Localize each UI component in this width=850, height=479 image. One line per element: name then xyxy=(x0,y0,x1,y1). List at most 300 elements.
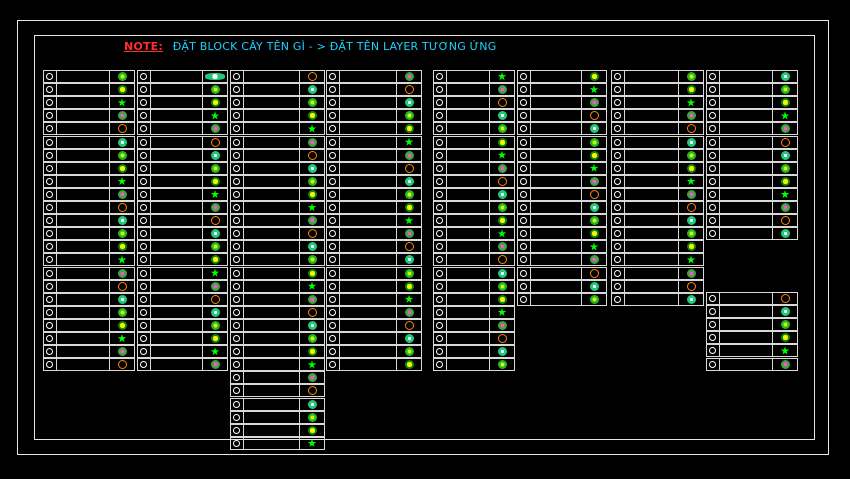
plant-symbol-cell xyxy=(679,202,703,213)
row-index-circle xyxy=(327,123,340,134)
legend-row xyxy=(230,358,325,371)
plant-block-icon xyxy=(308,111,317,120)
legend-row xyxy=(43,149,135,162)
plant-symbol-cell xyxy=(203,189,227,200)
legend-row xyxy=(43,345,135,358)
plant-symbol-cell xyxy=(397,268,421,279)
plant-symbol-cell xyxy=(110,110,134,121)
plant-symbol-cell xyxy=(679,268,703,279)
row-index-circle xyxy=(44,163,57,174)
row-index-circle xyxy=(231,123,244,134)
plant-block-icon xyxy=(498,111,507,120)
plant-name-cell xyxy=(447,176,490,187)
legend-row xyxy=(230,345,325,358)
plant-name-cell xyxy=(244,228,300,239)
legend-row xyxy=(137,149,228,162)
row-index-circle xyxy=(231,294,244,305)
plant-block-icon xyxy=(308,98,317,107)
legend-row xyxy=(433,162,515,175)
row-index-circle xyxy=(327,71,340,82)
plant-block-icon xyxy=(211,216,220,225)
plant-block-icon xyxy=(308,216,317,225)
plant-symbol-cell xyxy=(300,438,324,449)
plant-symbol-cell xyxy=(773,202,797,213)
row-index-circle xyxy=(44,359,57,370)
plant-symbol-cell xyxy=(110,97,134,108)
plant-symbol-cell xyxy=(397,228,421,239)
legend-row xyxy=(433,253,515,266)
plant-name-cell xyxy=(447,71,490,82)
plant-symbol-cell xyxy=(679,137,703,148)
plant-block-icon xyxy=(498,229,507,238)
legend-row xyxy=(326,149,422,162)
plant-block-icon xyxy=(308,151,317,160)
row-index-circle xyxy=(231,215,244,226)
plant-block-icon xyxy=(308,164,317,173)
plant-block-icon xyxy=(405,242,414,251)
plant-name-cell xyxy=(57,110,110,121)
legend-row xyxy=(230,267,325,280)
plant-symbol-cell xyxy=(490,294,514,305)
legend-row xyxy=(517,162,607,175)
plant-symbol-cell xyxy=(300,425,324,436)
plant-name-cell xyxy=(340,84,397,95)
legend-row xyxy=(137,332,228,345)
plant-name-cell xyxy=(244,254,300,265)
row-index-circle xyxy=(138,320,151,331)
plant-name-cell xyxy=(447,215,490,226)
legend-row xyxy=(706,305,798,318)
plant-name-cell xyxy=(244,438,300,449)
plant-block-icon xyxy=(118,203,127,212)
plant-symbol-cell xyxy=(110,268,134,279)
plant-symbol-cell xyxy=(679,163,703,174)
legend-row xyxy=(137,83,228,96)
legend-row xyxy=(230,319,325,332)
row-index-circle xyxy=(327,110,340,121)
plant-block-icon xyxy=(211,229,220,238)
legend-row xyxy=(137,293,228,306)
row-index-circle xyxy=(707,215,720,226)
plant-block-icon xyxy=(590,295,599,304)
plant-name-cell xyxy=(340,110,397,121)
plant-name-cell xyxy=(57,176,110,187)
plant-block-icon xyxy=(405,111,414,120)
plant-block-icon xyxy=(211,190,220,199)
plant-block-icon xyxy=(781,85,790,94)
plant-symbol-cell xyxy=(490,228,514,239)
plant-block-icon xyxy=(308,124,317,133)
row-index-circle xyxy=(138,215,151,226)
plant-name-cell xyxy=(447,110,490,121)
row-index-circle xyxy=(434,110,447,121)
plant-symbol-cell xyxy=(679,294,703,305)
row-index-circle xyxy=(44,307,57,318)
plant-symbol-cell xyxy=(203,97,227,108)
plant-name-cell xyxy=(244,281,300,292)
plant-symbol-cell xyxy=(773,150,797,161)
plant-block-icon xyxy=(308,85,317,94)
plant-block-icon xyxy=(590,242,599,251)
row-index-circle xyxy=(434,71,447,82)
row-index-circle xyxy=(138,137,151,148)
row-index-circle xyxy=(44,268,57,279)
legend-row xyxy=(326,188,422,201)
plant-block-icon xyxy=(308,347,317,356)
row-index-circle xyxy=(434,281,447,292)
row-index-circle xyxy=(707,137,720,148)
plant-name-cell xyxy=(720,332,773,343)
plant-symbol-cell xyxy=(490,110,514,121)
plant-symbol-cell xyxy=(203,202,227,213)
plant-name-cell xyxy=(340,281,397,292)
plant-symbol-cell xyxy=(679,281,703,292)
plant-block-icon xyxy=(211,203,220,212)
legend-row xyxy=(433,175,515,188)
plant-block-icon xyxy=(211,85,220,94)
plant-name-cell xyxy=(531,84,582,95)
legend-row xyxy=(611,175,704,188)
plant-name-cell xyxy=(340,137,397,148)
plant-block-icon xyxy=(687,282,696,291)
row-index-circle xyxy=(231,150,244,161)
row-index-circle xyxy=(707,359,720,370)
plant-block-icon xyxy=(781,333,790,342)
row-index-circle xyxy=(138,294,151,305)
legend-row xyxy=(611,227,704,240)
plant-block-icon xyxy=(118,177,127,186)
row-index-circle xyxy=(518,123,531,134)
plant-name-cell xyxy=(57,84,110,95)
plant-name-cell xyxy=(447,202,490,213)
plant-symbol-cell xyxy=(490,241,514,252)
plant-name-cell xyxy=(340,254,397,265)
legend-row xyxy=(137,345,228,358)
plant-symbol-cell xyxy=(300,385,324,396)
legend-row xyxy=(230,149,325,162)
legend-row xyxy=(43,253,135,266)
plant-name-cell xyxy=(447,294,490,305)
plant-name-cell xyxy=(720,202,773,213)
row-index-circle xyxy=(327,137,340,148)
plant-symbol-cell xyxy=(110,228,134,239)
plant-block-icon xyxy=(118,124,127,133)
legend-row xyxy=(517,70,607,83)
plant-symbol-cell xyxy=(110,123,134,134)
plant-block-icon xyxy=(405,164,414,173)
plant-symbol-cell xyxy=(490,215,514,226)
plant-name-cell xyxy=(57,163,110,174)
plant-block-icon xyxy=(205,73,225,80)
plant-block-icon xyxy=(687,190,696,199)
plant-block-icon xyxy=(498,190,507,199)
plant-symbol-cell xyxy=(582,215,606,226)
row-index-circle xyxy=(518,254,531,265)
row-index-circle xyxy=(434,346,447,357)
legend-row xyxy=(137,96,228,109)
plant-block-icon xyxy=(498,255,507,264)
row-index-circle xyxy=(327,176,340,187)
row-index-circle xyxy=(434,150,447,161)
row-index-circle xyxy=(327,254,340,265)
plant-symbol-cell xyxy=(490,254,514,265)
row-index-circle xyxy=(612,268,625,279)
legend-row xyxy=(326,267,422,280)
plant-name-cell xyxy=(625,281,679,292)
legend-row xyxy=(43,280,135,293)
plant-name-cell xyxy=(625,123,679,134)
plant-symbol-cell xyxy=(110,281,134,292)
plant-name-cell xyxy=(531,281,582,292)
plant-block-icon xyxy=(590,72,599,81)
plant-name-cell xyxy=(720,137,773,148)
row-index-circle xyxy=(138,359,151,370)
plant-name-cell xyxy=(151,84,203,95)
plant-block-icon xyxy=(118,111,127,120)
plant-symbol-cell xyxy=(110,137,134,148)
legend-row xyxy=(230,411,325,424)
row-index-circle xyxy=(44,294,57,305)
plant-name-cell xyxy=(340,346,397,357)
plant-block-icon xyxy=(405,295,414,304)
plant-name-cell xyxy=(531,176,582,187)
plant-symbol-cell xyxy=(203,320,227,331)
plant-block-icon xyxy=(590,190,599,199)
plant-symbol-cell xyxy=(300,372,324,383)
plant-symbol-cell xyxy=(110,189,134,200)
plant-block-icon xyxy=(405,334,414,343)
plant-name-cell xyxy=(340,320,397,331)
legend-row xyxy=(326,253,422,266)
plant-block-icon xyxy=(687,203,696,212)
row-index-circle xyxy=(138,163,151,174)
row-index-circle xyxy=(231,163,244,174)
plant-name-cell xyxy=(340,176,397,187)
legend-row xyxy=(230,240,325,253)
row-index-circle xyxy=(612,163,625,174)
plant-block-icon xyxy=(590,177,599,186)
plant-block-icon xyxy=(211,151,220,160)
plant-symbol-cell xyxy=(679,110,703,121)
plant-symbol-cell xyxy=(397,215,421,226)
plant-name-cell xyxy=(447,320,490,331)
plant-block-icon xyxy=(308,439,317,448)
legend-row xyxy=(326,240,422,253)
plant-block-icon xyxy=(308,242,317,251)
legend-row xyxy=(326,332,422,345)
plant-block-icon xyxy=(118,282,127,291)
plant-name-cell xyxy=(244,202,300,213)
row-index-circle xyxy=(434,359,447,370)
row-index-circle xyxy=(707,71,720,82)
plant-name-cell xyxy=(151,163,203,174)
row-index-circle xyxy=(707,97,720,108)
row-index-circle xyxy=(138,281,151,292)
plant-symbol-cell xyxy=(582,123,606,134)
plant-name-cell xyxy=(151,241,203,252)
plant-name-cell xyxy=(531,163,582,174)
plant-block-icon xyxy=(405,138,414,147)
legend-row xyxy=(326,345,422,358)
plant-block-icon xyxy=(498,334,507,343)
legend-row xyxy=(230,332,325,345)
plant-symbol-cell xyxy=(679,176,703,187)
plant-symbol-cell xyxy=(490,307,514,318)
row-index-circle xyxy=(44,137,57,148)
plant-name-cell xyxy=(340,189,397,200)
plant-name-cell xyxy=(625,84,679,95)
plant-name-cell xyxy=(57,71,110,82)
plant-block-icon xyxy=(308,269,317,278)
row-index-circle xyxy=(612,215,625,226)
legend-row xyxy=(611,122,704,135)
plant-name-cell xyxy=(57,189,110,200)
row-index-circle xyxy=(231,110,244,121)
plant-symbol-cell xyxy=(397,84,421,95)
plant-name-cell xyxy=(57,281,110,292)
legend-row xyxy=(230,70,325,83)
plant-symbol-cell xyxy=(582,150,606,161)
plant-symbol-cell xyxy=(300,202,324,213)
legend-row xyxy=(230,122,325,135)
plant-name-cell xyxy=(531,123,582,134)
legend-row xyxy=(137,122,228,135)
legend-row xyxy=(230,175,325,188)
plant-symbol-cell xyxy=(203,150,227,161)
plant-block-icon xyxy=(781,294,790,303)
plant-name-cell xyxy=(531,110,582,121)
plant-block-icon xyxy=(308,190,317,199)
plant-block-icon xyxy=(687,295,696,304)
plant-block-icon xyxy=(781,138,790,147)
plant-name-cell xyxy=(447,150,490,161)
row-index-circle xyxy=(434,268,447,279)
legend-row xyxy=(517,267,607,280)
legend-row xyxy=(433,214,515,227)
plant-symbol-cell xyxy=(397,359,421,370)
plant-symbol-cell xyxy=(490,268,514,279)
plant-block-icon xyxy=(590,138,599,147)
row-index-circle xyxy=(518,281,531,292)
row-index-circle xyxy=(612,228,625,239)
plant-block-icon xyxy=(687,269,696,278)
legend-row xyxy=(326,214,422,227)
plant-name-cell xyxy=(531,228,582,239)
legend-row xyxy=(611,293,704,306)
row-index-circle xyxy=(138,84,151,95)
note-text: ĐẶT BLOCK CÂY TÊN GÌ - > ĐẶT TÊN LAYER TƯƠNG ỨNG xyxy=(172,40,497,53)
plant-symbol-cell xyxy=(110,202,134,213)
plant-symbol-cell xyxy=(300,281,324,292)
row-index-circle xyxy=(138,150,151,161)
plant-name-cell xyxy=(151,268,203,279)
plant-block-icon xyxy=(498,308,507,317)
row-index-circle xyxy=(44,97,57,108)
plant-block-icon xyxy=(590,98,599,107)
plant-symbol-cell xyxy=(203,123,227,134)
row-index-circle xyxy=(327,150,340,161)
plant-symbol-cell xyxy=(110,359,134,370)
plant-name-cell xyxy=(447,84,490,95)
plant-block-icon xyxy=(211,360,220,369)
plant-symbol-cell xyxy=(397,163,421,174)
plant-block-icon xyxy=(211,177,220,186)
legend-row xyxy=(137,240,228,253)
row-index-circle xyxy=(434,215,447,226)
row-index-circle xyxy=(707,332,720,343)
legend-row xyxy=(517,293,607,306)
plant-name-cell xyxy=(625,268,679,279)
plant-symbol-cell xyxy=(679,254,703,265)
plant-symbol-cell xyxy=(773,123,797,134)
plant-symbol-cell xyxy=(110,254,134,265)
row-index-circle xyxy=(434,320,447,331)
row-index-circle xyxy=(231,176,244,187)
row-index-circle xyxy=(327,294,340,305)
row-index-circle xyxy=(434,84,447,95)
plant-symbol-cell xyxy=(300,84,324,95)
row-index-circle xyxy=(44,189,57,200)
plant-block-icon xyxy=(118,295,127,304)
plant-block-icon xyxy=(590,151,599,160)
legend-row xyxy=(433,306,515,319)
plant-name-cell xyxy=(244,71,300,82)
plant-symbol-cell xyxy=(203,359,227,370)
plant-block-icon xyxy=(498,85,507,94)
plant-symbol-cell xyxy=(203,228,227,239)
plant-symbol-cell xyxy=(300,71,324,82)
row-index-circle xyxy=(707,150,720,161)
legend-row xyxy=(706,83,798,96)
plant-name-cell xyxy=(531,294,582,305)
plant-block-icon xyxy=(118,164,127,173)
row-index-circle xyxy=(231,438,244,449)
legend-row xyxy=(706,96,798,109)
plant-block-icon xyxy=(687,164,696,173)
plant-name-cell xyxy=(244,97,300,108)
plant-block-icon xyxy=(590,164,599,173)
plant-name-cell xyxy=(720,110,773,121)
legend-row xyxy=(326,109,422,122)
legend-row xyxy=(433,332,515,345)
plant-symbol-cell xyxy=(679,189,703,200)
row-index-circle xyxy=(231,281,244,292)
plant-block-icon xyxy=(498,269,507,278)
plant-symbol-cell xyxy=(582,137,606,148)
legend-row xyxy=(433,240,515,253)
plant-symbol-cell xyxy=(490,176,514,187)
plant-name-cell xyxy=(720,359,773,370)
plant-name-cell xyxy=(625,137,679,148)
row-index-circle xyxy=(231,425,244,436)
row-index-circle xyxy=(434,294,447,305)
plant-name-cell xyxy=(447,281,490,292)
row-index-circle xyxy=(434,189,447,200)
plant-symbol-cell xyxy=(110,320,134,331)
legend-row xyxy=(517,122,607,135)
row-index-circle xyxy=(327,84,340,95)
row-index-circle xyxy=(434,97,447,108)
plant-name-cell xyxy=(625,294,679,305)
row-index-circle xyxy=(612,189,625,200)
plant-block-icon xyxy=(118,85,127,94)
plant-block-icon xyxy=(308,386,317,395)
row-index-circle xyxy=(327,320,340,331)
plant-name-cell xyxy=(151,333,203,344)
legend-row xyxy=(517,227,607,240)
legend-row xyxy=(326,136,422,149)
row-index-circle xyxy=(327,202,340,213)
